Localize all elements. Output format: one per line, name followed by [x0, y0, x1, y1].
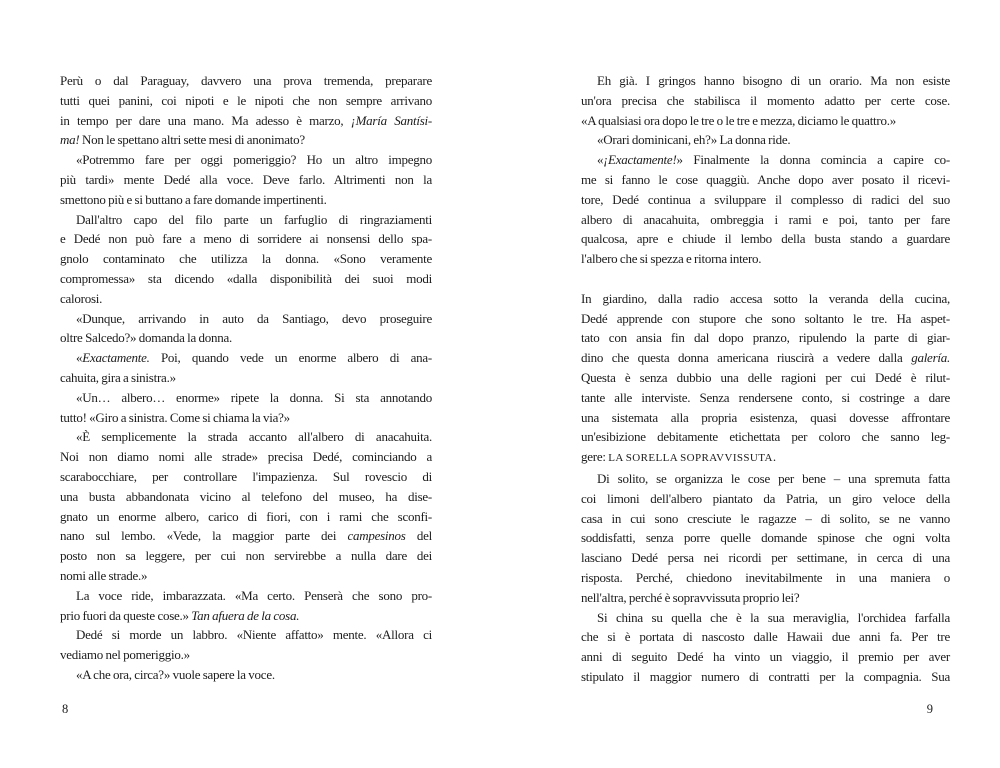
text-line: [581, 388, 950, 408]
text-run: galería.: [911, 350, 950, 366]
text-run: gnato un enorme albero, carico di fiori, con i rami che sconfi-: [60, 508, 432, 524]
text-line: [581, 489, 950, 509]
text-line: [60, 111, 432, 131]
text-run: soddisfatti, senza porre quelle domande spinose che ogni volta: [581, 530, 950, 546]
text-line: [581, 71, 950, 91]
text-line: [581, 469, 950, 489]
text-run: posto non sa leggere, per cui non servirebbe a nulla dare dei: [60, 548, 432, 564]
text-run: gnolo contaminato che utilizza la donna. «Sono veramente: [60, 251, 432, 267]
text-line: [60, 328, 432, 348]
text-run: LA SORELLA SOPRAVVISSUTA: [608, 452, 773, 465]
text-line: [60, 388, 432, 408]
text-line: [581, 130, 950, 150]
text-line: [581, 190, 950, 210]
text-line: [60, 368, 432, 388]
text-run: in tempo per dare una mano. Ma adesso è marzo,: [60, 112, 351, 128]
text-line: [581, 210, 950, 230]
text-line: [581, 647, 950, 667]
text-run: gere:: [581, 449, 609, 465]
text-run: un'esibizione debitamente etichettata per coloro che sanno leg-: [581, 429, 950, 445]
text-line: [60, 170, 432, 190]
text-line: [581, 568, 950, 588]
text-run: » Finalmente la donna comincia a capire co-: [676, 152, 950, 168]
text-run: «Orari dominicani, eh?» La donna ride.: [597, 132, 791, 148]
text-line: [581, 528, 950, 548]
text-line: [60, 507, 432, 527]
page-number-right: 9: [926, 702, 933, 716]
section-break: [581, 269, 950, 289]
text-line: [60, 606, 432, 626]
text-line: [60, 348, 432, 368]
text-line: [60, 625, 432, 645]
text-run: Questa è senza dubbio una delle ragioni per cui Dedé è rilut-: [581, 369, 950, 385]
text-run: Dedé si morde un labbro. «Niente affatto» mente. «Allora ci: [76, 627, 432, 643]
text-line: [581, 368, 950, 388]
text-line: [581, 150, 950, 170]
text-run: La voce ride, imbarazzata. «Ma certo. Penserà che sono pro-: [76, 587, 432, 603]
text-run: anni di seguito Dedé ha vinto un viaggio, il premio per aver: [581, 649, 950, 665]
text-run: me si fanno le cose quaggiù. Anche dopo aver posato il ricevi-: [581, 171, 950, 187]
text-run: scarabocchiare, per controllare l'impazienza. Sul rovescio di: [60, 468, 432, 484]
text-run: ¡Exactamente!: [603, 152, 677, 168]
text-line: [60, 150, 432, 170]
text-run: risposta. Perché, chiedono inevitabilmente in una maniera o: [581, 569, 950, 585]
text-run: oltre Salcedo?» domanda la donna.: [60, 330, 233, 346]
text-line: [60, 586, 432, 606]
text-run: più tardi» mente Dedé alla voce. Deve farlo. Altrimenti non la: [60, 171, 432, 187]
text-line: [60, 71, 432, 91]
text-run: Perù o dal Paraguay, davvero una prova tremenda, preparare: [60, 73, 432, 88]
text-run: Poi, quando vede un enorme albero di ana-: [149, 350, 432, 366]
text-run: «: [76, 350, 83, 366]
text-run: che si è portata di nascosto dalle Hawaii due anni fa. Per tre: [581, 629, 950, 645]
text-line: [581, 111, 950, 131]
text-run: lasciano Dedé persa nei ricordi per settimane, in cerca di una: [581, 550, 950, 566]
page-number-left: 8: [62, 702, 69, 716]
text-run: una sistemata alla propria esistenza, quasi dovesse affrontare: [581, 409, 950, 425]
text-line: [60, 91, 432, 111]
text-run: Noi non diamo nomi alle strade» precisa Dedé, cominciando a: [60, 449, 432, 465]
text-line: [581, 170, 950, 190]
text-run: tato con ansia fin dal dopo pranzo, ripulendo la parte di giar-: [581, 330, 950, 346]
text-line: [60, 665, 432, 685]
text-run: l'albero che si spezza e ritorna intero.: [581, 251, 762, 267]
text-run: ma!: [60, 132, 80, 148]
text-line: [581, 408, 950, 428]
text-run: e Dedé non può fare a meno di sorridere ai nonsensi dello spa-: [60, 231, 432, 247]
text-line: [581, 289, 950, 309]
text-run: «Potremmo fare per oggi pomeriggio? Ho un altro impegno: [76, 152, 432, 168]
text-run: «A qualsiasi ora dopo le tre o le tre e mezza, diciamo le quattro.»: [581, 112, 896, 128]
text-run: Si china su quella che è la sua meraviglia, l'orchidea farfalla: [597, 609, 950, 625]
text-run: cahuita, gira a sinistra.»: [60, 369, 176, 385]
text-line: [581, 608, 950, 628]
text-run: Di solito, se organizza le cose per bene – una spremuta fatta: [597, 470, 950, 486]
text-run: qualcosa, apre e chiude il lembo della busta stando a guardare: [581, 231, 950, 247]
text-line: [581, 229, 950, 249]
left-page-text-block: [60, 71, 432, 685]
text-run: «Dunque, arrivando in auto da Santiago, devo proseguire: [76, 310, 432, 326]
text-line: [60, 447, 432, 467]
text-run: Dedé apprende con stupore che sono soltanto le tre. Ha aspet-: [581, 310, 950, 326]
text-line: [60, 269, 432, 289]
text-line: [581, 91, 950, 111]
text-run: Tan afuera de la cosa.: [191, 607, 300, 623]
text-line: [581, 328, 950, 348]
text-run: stipulato il maggior numero di contratti per la compagnia. Sua: [581, 668, 950, 684]
text-line: [60, 487, 432, 507]
text-run: dino che questa donna americana riuscirà a vedere dalla: [581, 350, 912, 366]
text-run: «Un… albero… enorme» ripete la donna. Si sta annotando: [76, 389, 432, 405]
text-run: un'ora precisa che stabilisca il momento adatto per certe cose.: [581, 92, 950, 108]
text-run: prio fuori da queste cose.»: [60, 607, 192, 623]
text-run: tore, Dedé continua a sviluppare il complesso di radici del suo: [581, 191, 950, 207]
text-run: nell'altra, perché è sopravvissuta proprio lei?: [581, 589, 800, 605]
text-run: tutti quei panini, coi nipoti e le nipoti che non sempre arrivano: [60, 92, 432, 108]
text-run: del: [405, 528, 432, 544]
text-run: compromessa» sta dicendo «dalla disponibilità dei suoi modi: [60, 270, 432, 286]
text-line: [581, 427, 950, 447]
text-run: «: [597, 152, 604, 168]
text-line: [581, 667, 950, 687]
text-run: ¡María Santísi-: [350, 112, 432, 128]
text-run: coi limoni dell'albero piantato da Patria, un giro veloce della: [581, 490, 950, 506]
text-run: «È semplicemente la strada accanto all'albero di anacahuita.: [76, 429, 432, 445]
text-run: nomi alle strade.»: [60, 567, 148, 583]
text-line: [60, 190, 432, 210]
text-run: Dall'altro capo del filo parte un farfuglio di ringraziamenti: [76, 211, 432, 227]
text-line: [60, 526, 432, 546]
text-line: [60, 546, 432, 566]
text-line: [581, 588, 950, 608]
text-line: [60, 427, 432, 447]
text-run: tante alle interviste. Senza rendersene conto, si costringe a dare: [581, 389, 950, 405]
text-line: [60, 645, 432, 665]
text-run: nano sul lembo. «Vede, la maggior parte dei: [60, 528, 348, 544]
text-run: smettono più e si buttano a fare domande impertinenti.: [60, 191, 327, 207]
text-run: vediamo nel pomeriggio.»: [60, 647, 190, 663]
text-line: [581, 249, 950, 269]
text-run: Eh già. I gringos hanno bisogno di un orario. Ma non esiste: [597, 73, 950, 88]
text-line: [581, 627, 950, 647]
text-run: campesinos: [347, 528, 406, 544]
text-run: Non le spettano altri sette mesi di anonimato?: [79, 132, 305, 148]
text-run: .: [772, 449, 776, 465]
text-line: [581, 509, 950, 529]
text-line: [60, 289, 432, 309]
text-line: [581, 309, 950, 329]
text-run: calorosi.: [60, 290, 103, 306]
text-line: [60, 467, 432, 487]
text-line: [60, 229, 432, 249]
text-run: casa in cui sono cresciute le ragazze – di solito, se ne vanno: [581, 510, 950, 526]
text-run: una busta abbandonata vicino al telefono del museo, ha dise-: [60, 488, 432, 504]
text-line: [60, 408, 432, 428]
text-run: Exactamente.: [82, 350, 150, 366]
text-line: [60, 130, 432, 150]
text-run: «A che ora, circa?» vuole sapere la voce.: [76, 666, 275, 682]
text-line: [581, 348, 950, 368]
right-page-text-block: [581, 71, 950, 687]
text-line: [60, 309, 432, 329]
text-line: [581, 447, 950, 469]
text-run: tutto! «Giro a sinistra. Come si chiama la via?»: [60, 409, 290, 425]
text-line: [60, 566, 432, 586]
text-run: albero di anacahuita, ombreggia i rami e poi, tanto per fare: [581, 211, 950, 227]
text-line: [60, 249, 432, 269]
text-line: [60, 210, 432, 230]
text-line: [581, 548, 950, 568]
text-run: In giardino, dalla radio accesa sotto la veranda della cucina,: [581, 290, 950, 306]
